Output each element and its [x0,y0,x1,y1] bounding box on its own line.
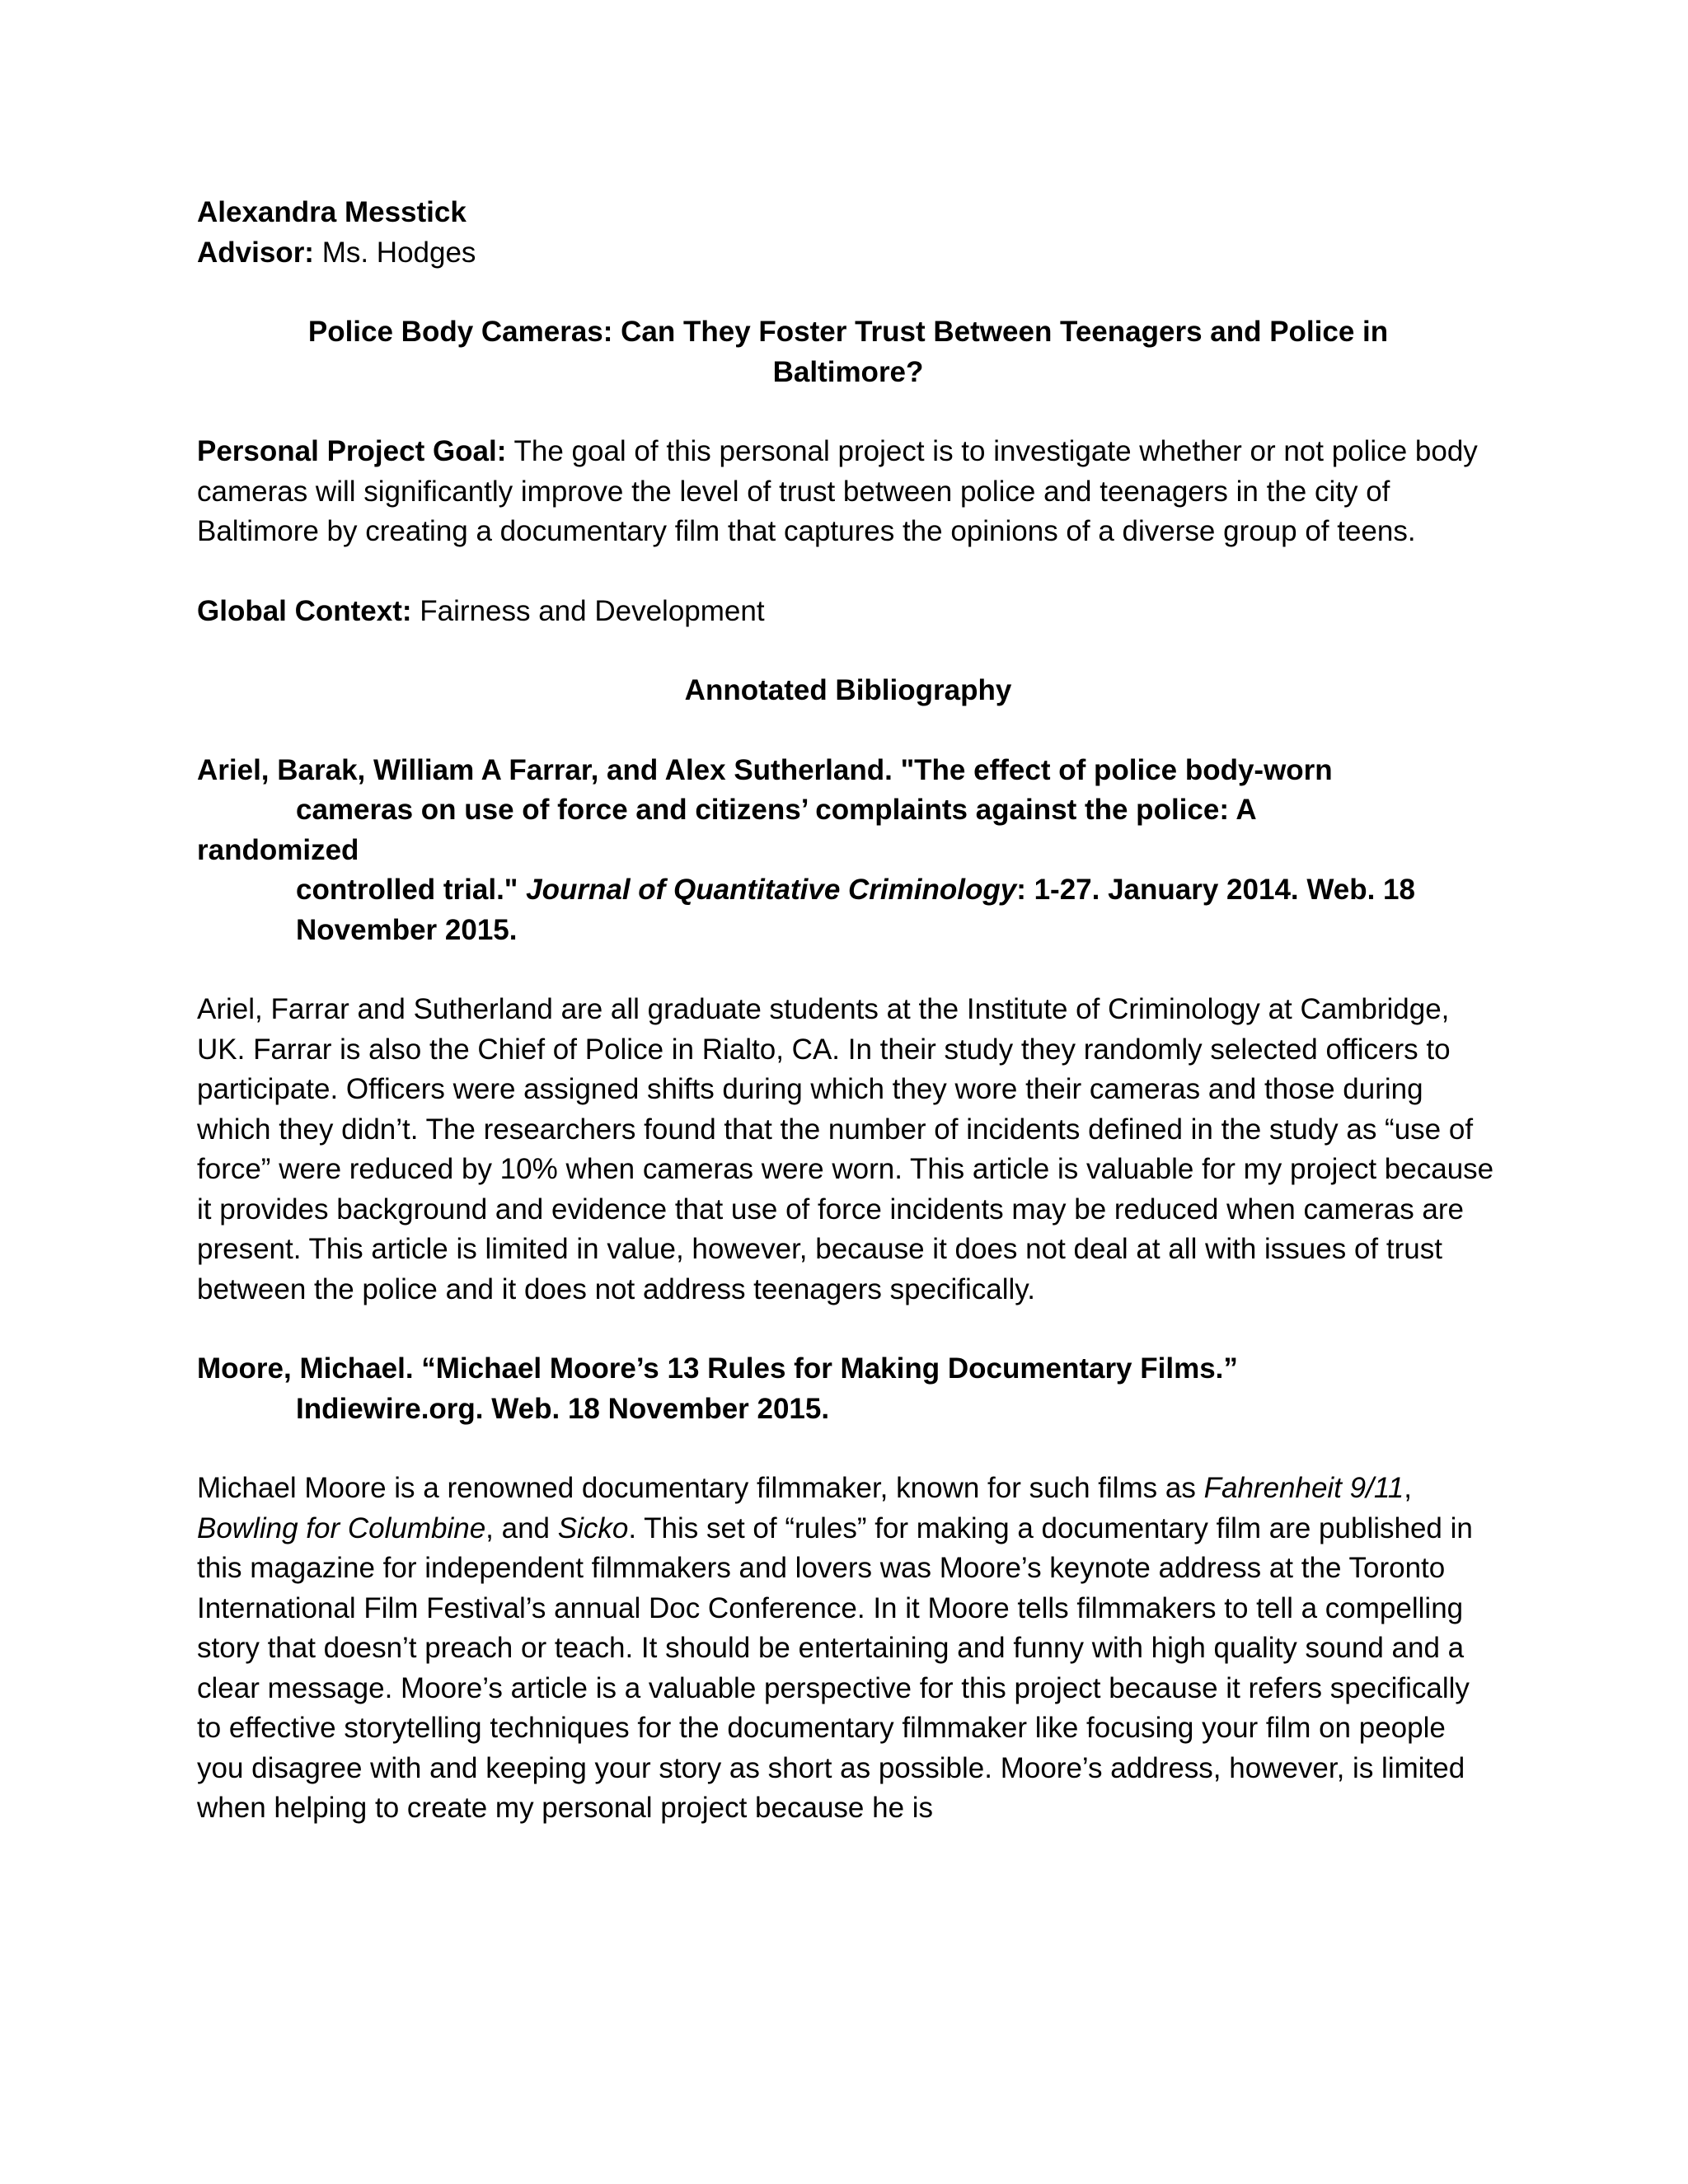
project-goal-text: The goal of this personal project is to investigate whether or not police body cameras will significantly improve the level of trust between police and teenagers in the city of Baltimore by creating a documentary film that captures the opinions of a diverse group of teens. [197,435,1478,547]
bibliography-heading: Annotated Bibliography [684,674,1012,706]
citation-line: Ariel, Barak, William A Farrar, and Alex Sutherland. "The effect of police body-worn [197,753,1333,786]
citation-line [197,870,1499,911]
annotation-text: . This set of “rules” for making a documentary film are published in this magazine for independent filmmakers and lovers was Moore’s keynote address at the Toronto International Film Festival’s annual Doc Conference. In it Moore tells filmmakers to tell a compelling story that doesn’t preach or teach. It should be entertaining and funny with high quality sound and a clear message. Moore’s article is a valuable perspective for this project because it refers specifically to effective storytelling techniques for the documentary filmmaker like focusing your film on people you disagree with and keeping your story as short as possible. Moore’s address, however, is limited when helping to create my personal project because he is [197,1511,1473,1824]
advisor-line [197,233,1499,274]
film-title: Bowling for Columbine [197,1511,486,1544]
annotation-moore [197,1469,1499,1829]
journal-title: Journal of Quantitative Criminology [526,874,1017,906]
title-line-2: Baltimore? [772,355,924,388]
film-title: Fahrenheit 9/11 [1203,1472,1404,1504]
project-goal-label: Personal Project Goal: [197,435,507,467]
citation-ariel [197,751,1499,951]
advisor-name: Ms. Hodges [313,236,476,269]
global-context-label: Global Context: [197,594,412,627]
annotation-text: Michael Moore is a renowned documentary filmmaker, known for such films as [197,1472,1204,1504]
citation-line: cameras on use of force and citizens’ complaints against the police: A [296,794,1257,826]
global-context-text: Fairness and Development [411,594,765,627]
citation-line: November 2015. [296,913,518,946]
film-title: Sicko [557,1511,629,1544]
global-context [197,592,1499,632]
citation-line: Moore, Michael. “Michael Moore’s 13 Rules for Making Documentary Films.” [197,1352,1238,1385]
citation-text: controlled trial." [296,874,527,906]
citation-line: randomized [197,833,359,866]
document-page [197,193,1499,1829]
citation-moore [197,1349,1499,1429]
title-line-1: Police Body Cameras: Can They Foster Trust Between Teenagers and Police in [307,316,1389,348]
annotation-text: , and [485,1511,558,1544]
annotation-text: , [1404,1472,1412,1504]
citation-text: : 1-27. January 2014. Web. 18 [1016,874,1415,906]
document-title [197,312,1499,392]
author-name: Alexandra Messtick [197,196,467,228]
citation-line: Indiewire.org. Web. 18 November 2015. [296,1392,830,1425]
advisor-label: Advisor: [197,236,314,269]
annotation-ariel: Ariel, Farrar and Sutherland are all graduate students at the Institute of Criminology at Cambridge, UK. Farrar is also the Chief of Police in Rialto, CA. In their study they randomly selected officers to participate. Officers were assigned shifts during which they wore their cameras and those during which they didn’t. The researchers found that the number of incidents defined in the study as “use of force” were reduced by 10% when cameras were worn. This article is valuable for my project because it provides background and evidence that use of force incidents may be reduced when cameras are present. This article is limited in value, however, because it does not deal at all with issues of trust between the police and it does not address teenagers specifically. [197,993,1494,1305]
project-goal [197,432,1499,552]
